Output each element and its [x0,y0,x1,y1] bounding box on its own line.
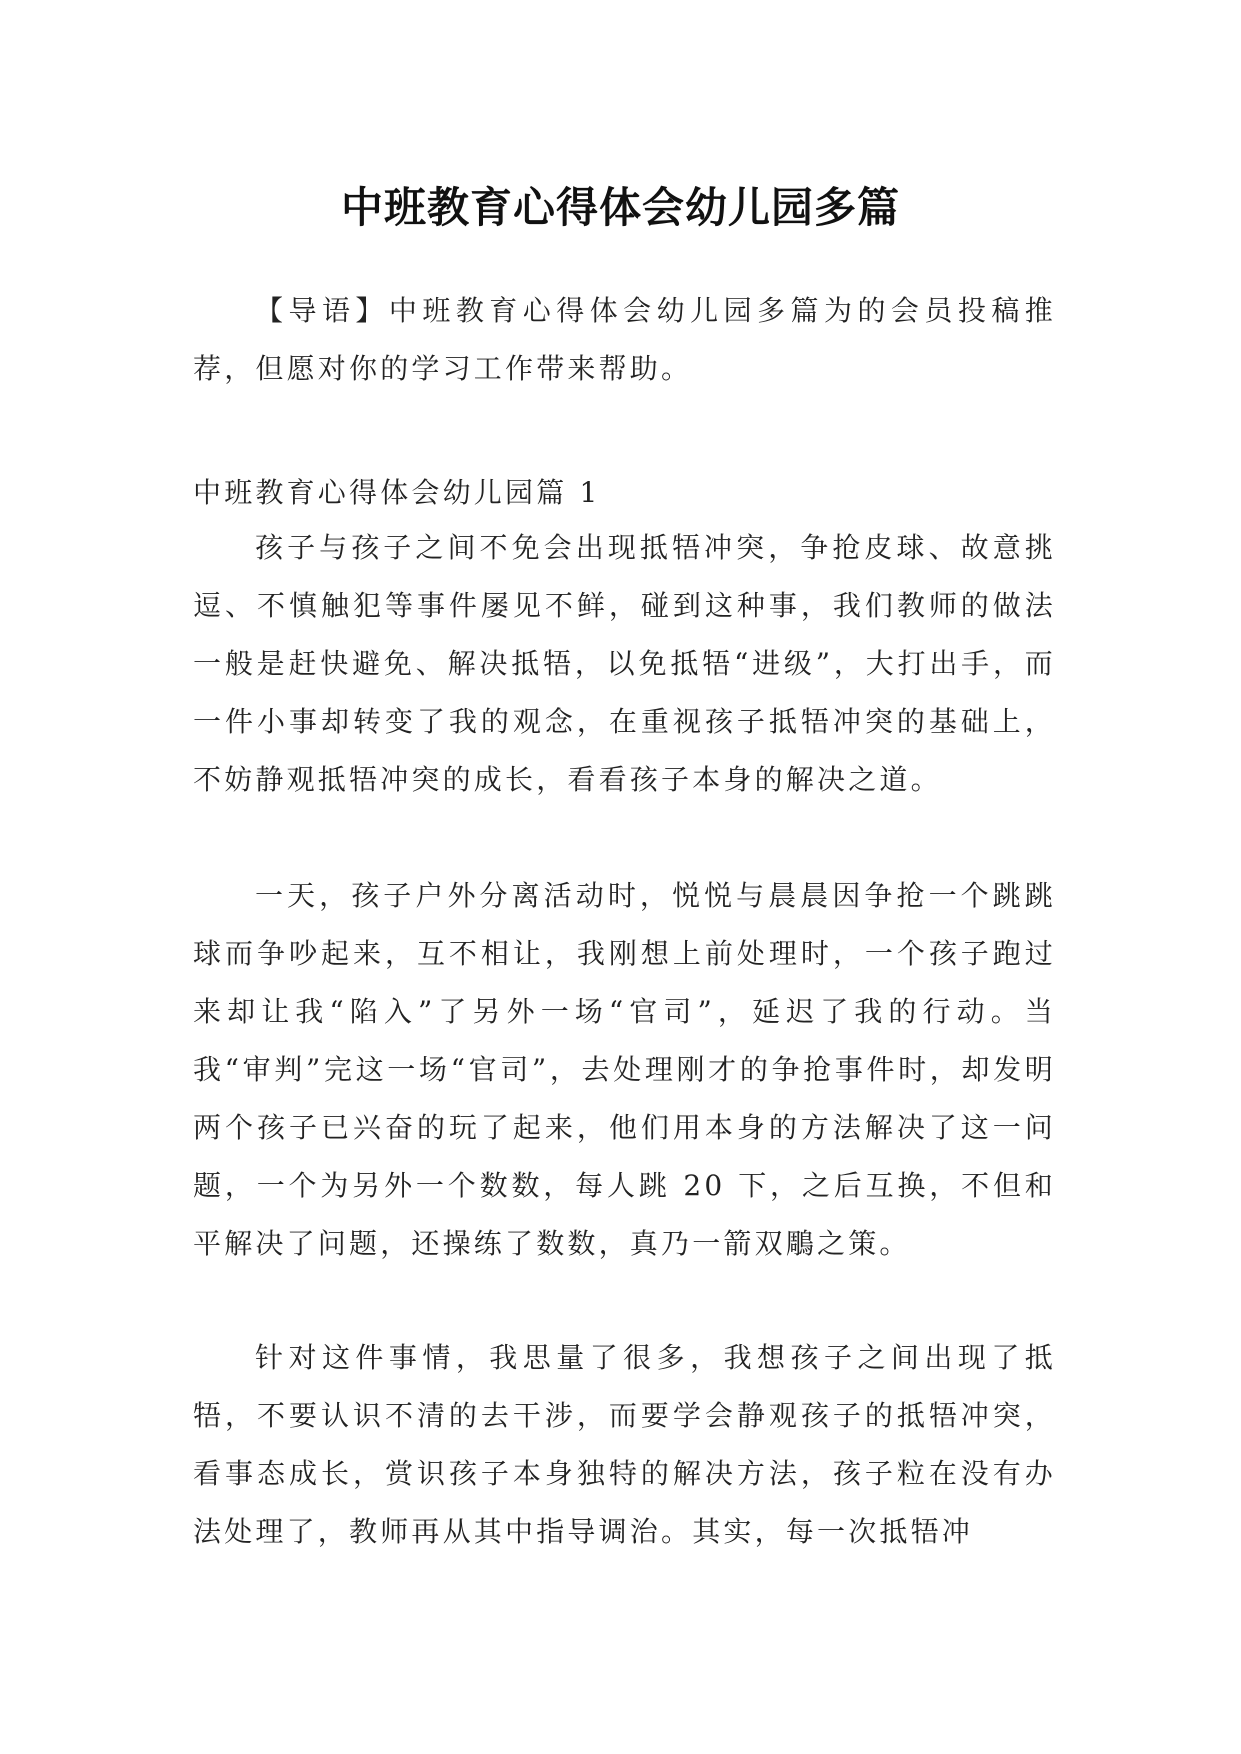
body-paragraph: 一天，孩子户外分离活动时，悦悦与晨晨因争抢一个跳跳球而争吵起来，互不相让，我刚想上前处理时，一个孩子跑过来却让我“陷入”了另外一场“官司”，延迟了我的行动。当我“审判”完这一场“官司”，去处理刚才的争抢事件时，却发明两个孩子已兴奋的玩了起来，他们用本身的方法解决了这一问题，一个为另外一个数数，每人跳 20 下，之后互换，不但和平解决了问题，还操练了数数，真乃一箭双鵰之策。 [193,879,1056,1260]
section-heading: 中班教育心得体会幼儿园篇 1 [193,476,601,509]
body-paragraph: 孩子与孩子之间不免会出现抵牾冲突，争抢皮球、故意挑逗、不慎触犯等事件屡见不鲜，碰到这种事，我们教师的做法一般是赶快避免、解决抵牾，以免抵牾“进级”，大打出手，而一件小事却转变了我的观念，在重视孩子抵牾冲突的基础上，不妨静观抵牾冲突的成长，看看孩子本身的解决之道。 [193,531,1056,796]
body-paragraph: 针对这件事情，我思量了很多，我想孩子之间出现了抵牾，不要认识不清的去干涉，而要学会静观孩子的抵牾冲突，看事态成长，赏识孩子本身独特的解决方法，孩子粒在没有办法处理了，教师再从其中指导调治。其实，每一次抵牾冲 [193,1341,1056,1548]
intro-paragraph: 【导语】中班教育心得体会幼儿园多篇为的会员投稿推荐，但愿对你的学习工作带来帮助。 [193,294,1056,385]
document-title: 中班教育心得体会幼儿园多篇 [340,183,900,233]
